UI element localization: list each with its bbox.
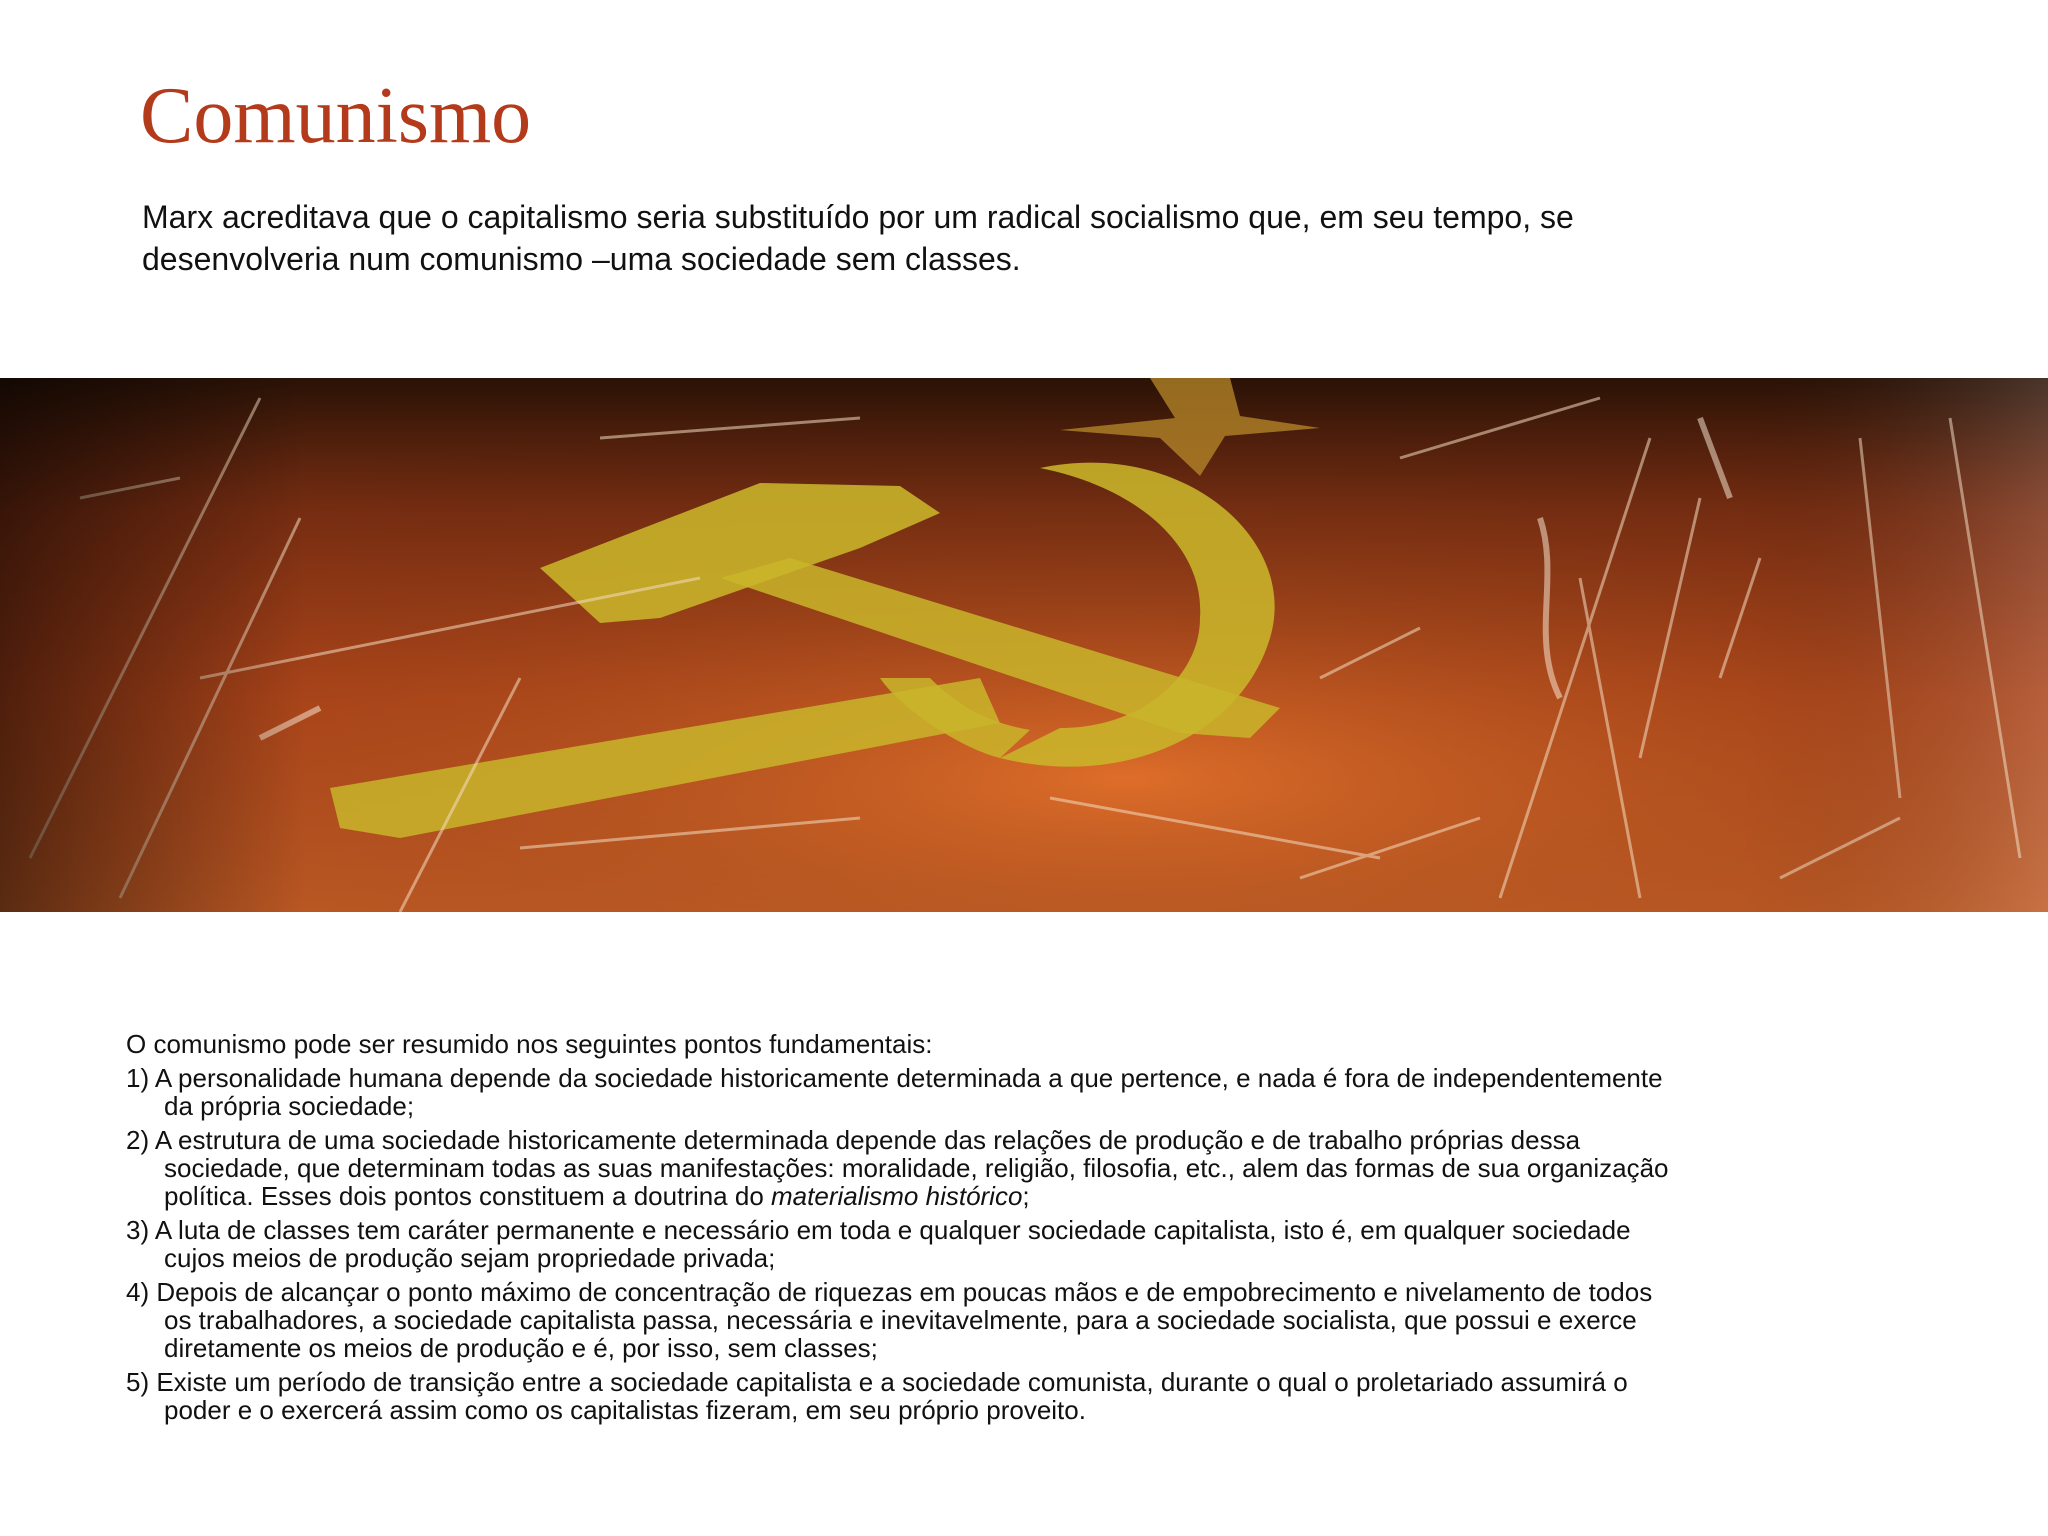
points-list [126,1064,1686,1424]
fundamental-points [126,1030,1686,1430]
point-2-emphasis: materialismo histórico [771,1181,1023,1211]
hammer-sickle-icon [0,378,2048,912]
list-item: 4) Depois de alcançar o ponto máximo de concentração de riquezas em poucas mãos e de empobrecimento e nivelamento de todos os trabalhadores, a sociedade capitalista passa, necessária e inevitavelmente, para a sociedade socialista, que possui e exerce diretamente os meios de produção e é, por isso, sem classes; [126,1277,1653,1363]
point-2-end: ; [1022,1181,1030,1211]
list-item: 5) Existe um período de transição entre a sociedade capitalista e a sociedade comunista, durante o qual o proletariado assumirá o poder e o exercerá assim como os capitalistas fizeram, em seu próprio proveito. [126,1367,1628,1425]
points-lead: O comunismo pode ser resumido nos seguintes pontos fundamentais: [126,1029,933,1059]
intro-text: Marx acreditava que o capitalismo seria substituído por um radical socialismo que, em seu tempo, se desenvolveria num comunismo –uma sociedade sem classes. [142,199,1574,277]
point-2-text: 2) A estrutura de uma sociedade historicamente determinada depende das relações de produção e de trabalho próprias dessa sociedade, que determinam todas as suas manifestações: moralidade, religião, filosofia, etc., alem das formas de sua organização política. Esses dois pontos constituem a doutrina do [126,1125,1669,1211]
hammer-sickle-banner-image [0,378,2048,912]
list-item: 3) A luta de classes tem caráter permanente e necessário em toda e qualquer sociedade capitalista, isto é, em qualquer sociedade cujos meios de produção sejam propriedade privada; [126,1215,1631,1273]
list-item: 1) A personalidade humana depende da sociedade historicamente determinada a que pertence, e nada é fora de independentemente da própria sociedade; [126,1063,1663,1121]
slide-title: Comunismo [140,72,532,160]
list-item [126,1126,1686,1210]
